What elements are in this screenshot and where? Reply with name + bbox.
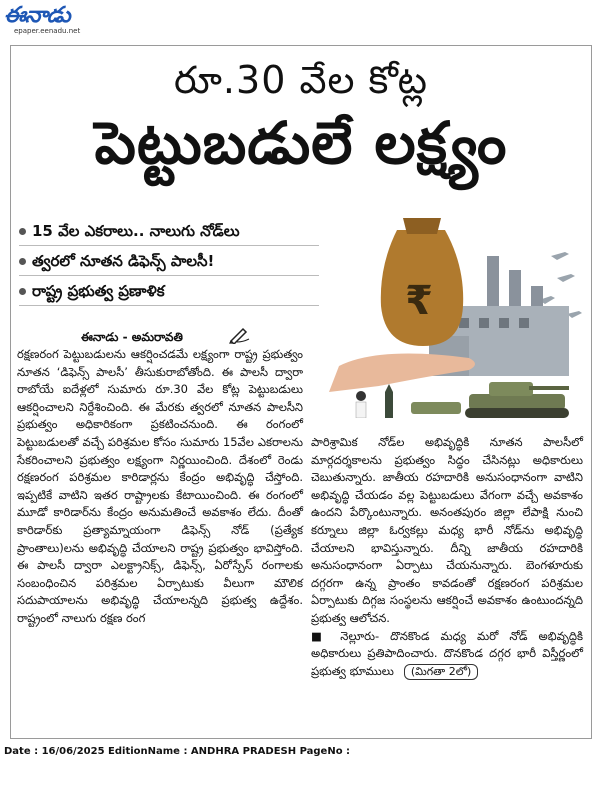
svg-text:₹: ₹ bbox=[405, 278, 433, 324]
bullet-item: రాష్ట్ర ప్రభుత్వ ప్రణాళిక bbox=[19, 276, 319, 306]
logo-text: ఈనాడు bbox=[4, 3, 70, 28]
footer-edition-info: Date : 16/06/2025 EditionName : ANDHRA PRADESH PageNo : bbox=[4, 746, 351, 757]
article-column-1: రక్షణరంగ పెట్టుబడులను ఆకర్షించడమే లక్ష్యంగా రాష్ట్ర ప్రభుత్వం నూతన ‘డిఫెన్స్‌ పాలసీ’ తీసుకురాబోతోంది. ఈ పాలసీ ద్వారా రాబోయే ఐదేళ్లలో సుమారు రూ.30 వేల కోట్ల పెట్టుబడులు ఆకర్షించాలని నిర్దేశించింది. ఈ మేరకు త్వరలో నూతన పాలసీని ప్రభుత్వం అధికారికంగా ప్రకటించనుంది. ఈ రంగంలో పెట్టుబడులతో వచ్చే పరిశ్రమల కోసం సుమారు 15వేల ఎకరాలను సేకరించాలని ప్రభుత్వం లక్ష్యంగా నిర్ణయించింది. దేశంలో రెండు రక్షణరంగ పరిశ్రమల కారిడార్లను కేంద్రం అభివృద్ధి చేస్తోంది. ఇప్పటికే వాటిని ఇతర రాష్ట్రాలకు కేటాయించింది. ఈ రంగంలో మూడో కారిడార్‌ను కేంద్రం అనుమతించే అవకాశం లేదు. దీంతో కారిడార్‌కు ప్రత్యామ్నాయంగా డిఫెన్స్‌ నోడ్‌ (ప్రత్యేక ప్రాంతాలు)లను అభివృద్ధి చేయాలని రాష్ట్ర ప్రభుత్వం భావిస్తోంది. ఈ పాలసీ ద్వారా ఎలక్ట్రానిక్స్‌, డిఫెన్స్‌, ఏరోస్పేస్‌ రంగాలకు సంబంధించిన పరిశ్రమల ఏర్పాటుకు వీలుగా మౌలిక సదుపాయాలను అభివృద్ధి చేయాలన్నది ప్రభుత్వ ఉద్దేశం. రాష్ట్రంలో నాలుగు రక్షణ రంగ bbox=[17, 347, 303, 625]
eenadu-logo[interactable] bbox=[4, 2, 94, 30]
column-2-paragraph: ■ నెల్లూరు- దొనకొండ మధ్య మరో నోడ్‌ అభివృద్ధికి అధికారులు ప్రతిపాదించారు. దొనకొండ దగ్గర భారీ విస్తీర్ణంలో ప్రభుత్వ భూములు (మిగతా 2లో) bbox=[311, 628, 583, 678]
headline-line-2: పెట్టుబడులే లక్ష్యం bbox=[94, 109, 508, 177]
pen-icon bbox=[229, 326, 251, 344]
byline: ఈనాడు - అమరావతి bbox=[81, 330, 183, 344]
site-url: epaper.eenadu.net bbox=[14, 27, 81, 35]
continuation-ref: (మిగతా 2లో) bbox=[404, 664, 478, 680]
bullet-list bbox=[19, 216, 319, 306]
bullet-divider bbox=[19, 305, 319, 306]
bullet-item: త్వరలో నూతన డిఫెన్స్‌ పాలసీ! bbox=[19, 246, 319, 276]
bullet-dot-icon bbox=[19, 258, 26, 265]
column-2-paragraph: పారిశ్రామిక నోడ్‌ల అభివృద్ధికి నూతన పాలసీలో మార్గదర్శకాలను ప్రభుత్వం సిద్ధం చేసినట్లు అధికారులు చెబుతున్నారు. జాతీయ రహదారికి అనుసంధానంగా వాటిని అభివృద్ధి చేయడం వల్ల పెట్టుబడులు వేగంగా వచ్చే అవకాశం ఉందని పేర్కొంటున్నారు. అనంతపురం జిల్లా లేపాక్షి నుంచి కర్నూలు జిల్లా ఓర్వకల్లు మధ్య భారీ నోడ్‌ను అభివృద్ధి చేయాలని భావిస్తున్నారు. దీన్ని జాతీయ రహదారికి అనుసంధానంగా ఏర్పాటు చేయనున్నారు. బెంగళూరుకు దగ్గరగా ఉన్న ప్రాంతం కావడంతో రక్షణరంగ పరిశ్రమల ఏర్పాటుకు దిగ్గజ సంస్థలను ఆకర్షించే అవకాశం ఉంటుందన్నది ప్రభుత్వ ఆలోచన. bbox=[311, 435, 583, 625]
bullet-dot-icon bbox=[19, 288, 26, 295]
article-column-2 bbox=[311, 434, 583, 680]
defence-illustration bbox=[319, 196, 587, 418]
tank-icon bbox=[411, 382, 569, 418]
bullet-item: 15 వేల ఎకరాలు.. నాలుగు నోడ్‌లు bbox=[19, 216, 319, 246]
headline-line-1: రూ.30 వేల కోట్ల bbox=[174, 58, 428, 102]
scientist-icon bbox=[356, 391, 366, 418]
bullet-dot-icon bbox=[19, 228, 26, 235]
bullet-divider bbox=[19, 275, 319, 276]
rupee-money-bag-icon bbox=[381, 218, 463, 346]
article-frame bbox=[10, 45, 592, 739]
bullet-divider bbox=[19, 245, 319, 246]
